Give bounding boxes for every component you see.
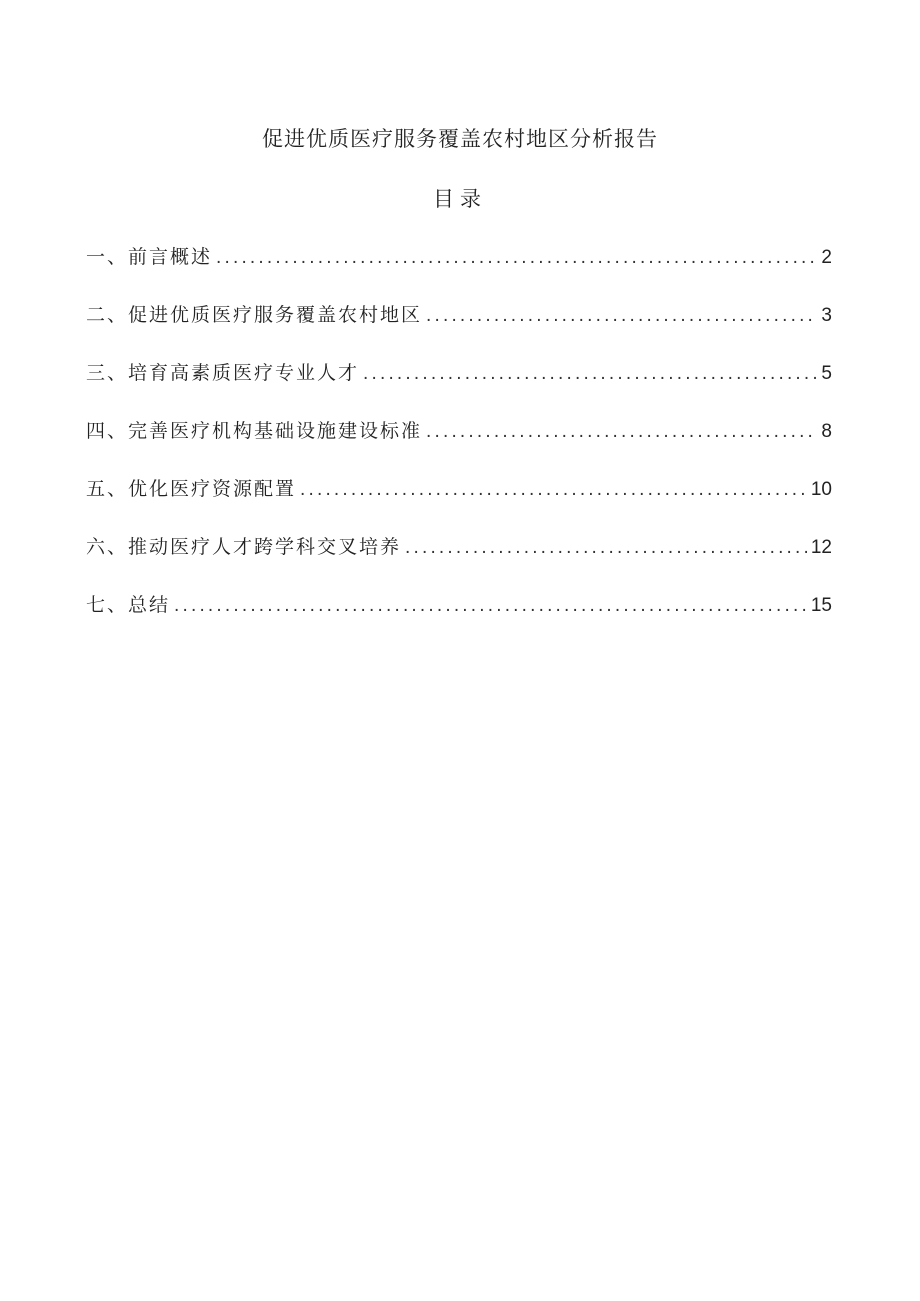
toc-dot-leader [300,473,807,507]
toc-entry-label: 二、促进优质医疗服务覆盖农村地区 [86,304,423,326]
toc-page-number: 3 [821,305,832,326]
toc-entry-label: 四、完善医疗机构基础设施建设标准 [86,420,423,442]
toc-entry-label: 六、推动医疗人才跨学科交叉培养 [86,536,402,558]
table-of-contents [86,240,832,646]
toc-entry-label: 三、培育高素质医疗专业人才 [86,362,360,384]
toc-dot-leader [426,415,817,449]
toc-dot-leader [174,589,807,623]
toc-entry-summary[interactable] [86,588,832,646]
toc-entry-talent-cultivation[interactable] [86,356,832,414]
toc-page-number: 15 [810,595,832,616]
toc-entry-label: 五、优化医疗资源配置 [86,478,297,500]
toc-entry-label: 七、总结 [86,594,171,616]
toc-entry-rural-coverage[interactable] [86,298,832,356]
document-title: 促进优质医疗服务覆盖农村地区分析报告 [262,127,658,151]
toc-entry-infrastructure-standards[interactable] [86,414,832,472]
toc-dot-leader [216,241,817,275]
toc-dot-leader [426,299,817,333]
toc-entry-label: 一、前言概述 [86,246,213,268]
toc-entry-interdisciplinary-training[interactable] [86,530,832,588]
toc-dot-leader [363,357,817,391]
toc-page-number: 8 [821,421,832,442]
toc-page-number: 12 [810,537,832,558]
toc-page-number: 10 [810,479,832,500]
toc-dot-leader [405,531,807,565]
toc-page-number: 2 [821,247,832,268]
toc-entry-preface[interactable] [86,240,832,298]
toc-heading: 目录 [433,187,487,211]
toc-page-number: 5 [821,363,832,384]
toc-entry-resource-allocation[interactable] [86,472,832,530]
